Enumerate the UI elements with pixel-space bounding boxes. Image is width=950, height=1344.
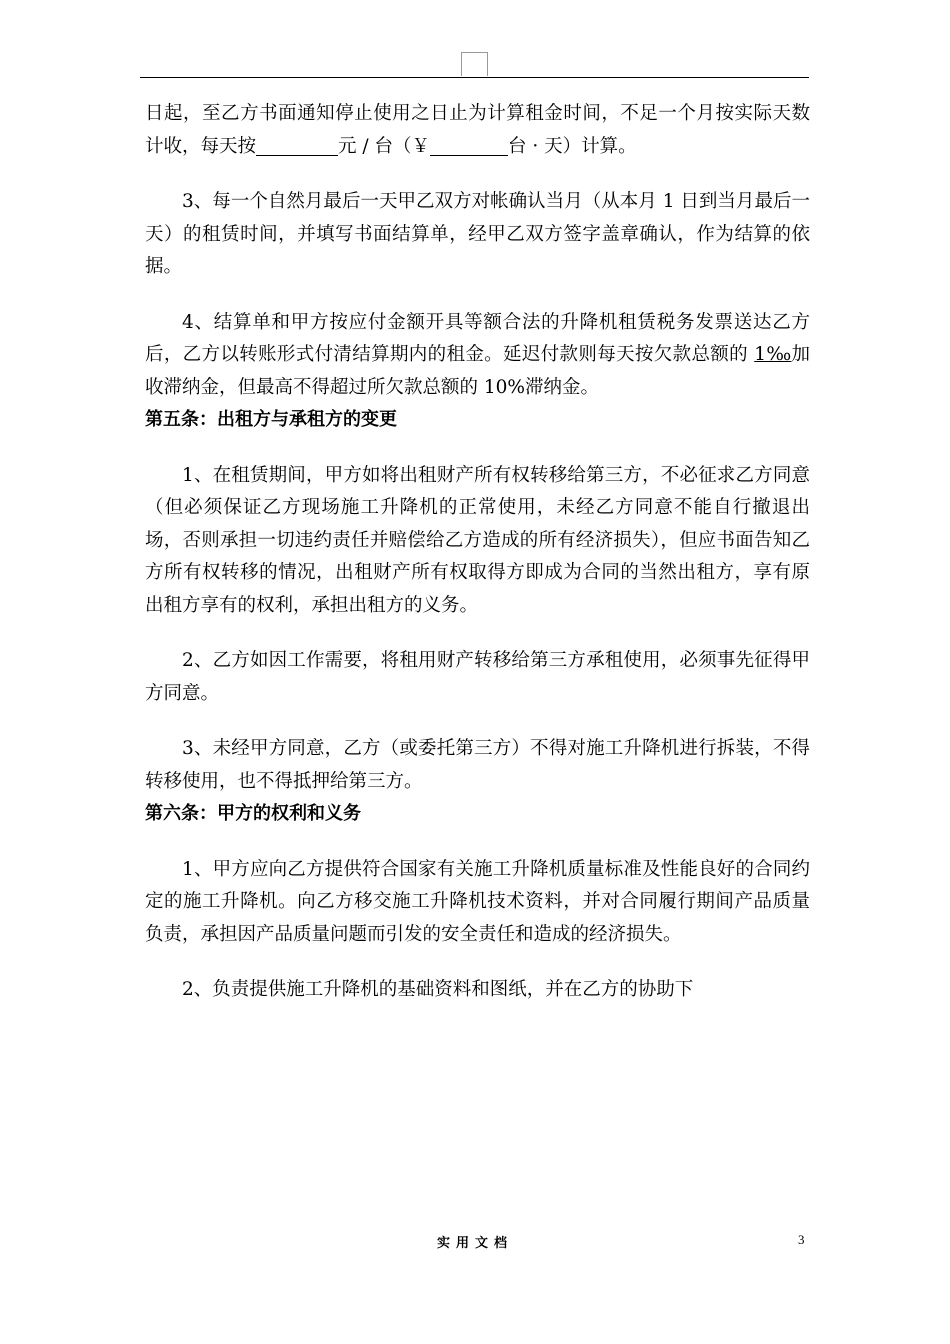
rent-calc-text-3: 台 · 天）计算。 <box>508 135 637 157</box>
rent-calc-text-2: 元 / 台（￥ <box>338 135 431 157</box>
clause5-item2: 2、乙方如因工作需要，将租用财产转移给第三方承租使用，必须事先征得甲方同意。 <box>145 650 810 704</box>
daily-rate-blank <box>256 135 338 156</box>
clause6-item1: 1、甲方应向乙方提供符合国家有关施工升降机质量标准及性能良好的合同约定的施工升降机。向乙方移交施工升降机技术资料，并对合同履行期间产品质量负责，承担因产品质量问题而引发的安全责任和造成的经济损失。 <box>145 858 810 945</box>
clause4-item4-text-2: 加收滞纳金，但最高不得超过所欠款总额的 10%滞纳金。 <box>145 344 810 398</box>
clause5-item1: 1、在租赁期间，甲方如将出租财产所有权转移给第三方，不必征求乙方同意（但必须保证乙方现场施工升降机的正常使用，未经乙方同意不能自行撤退出场，否则承担一切违约责任并赔偿给乙方造成的所有经济损失），但应书面告知乙方所有权转移的情况，出租财产所有权取得方即成为合同的当然出租方，享有原出租方享有的权利，承担出租方的义务。 <box>145 464 810 616</box>
header-rule <box>140 77 809 78</box>
page-number: 3 <box>798 1232 805 1247</box>
header-tab-box <box>461 52 488 76</box>
document-body <box>145 98 810 1007</box>
rent-calculation-paragraph <box>145 98 810 163</box>
rent-calc-text-1: 日起，至乙方书面通知停止使用之日止为计算租金时间，不足一个月按实际天数计收，每天按 <box>145 103 810 157</box>
footer-title: 实用文档 <box>436 1236 513 1251</box>
clause4-item4-text-1: 4、结算单和甲方按应付金额开具等额合法的升降机租赁税务发票送达乙方后，乙方以转账形式付清结算期内的租金。延迟付款则每天按欠款总额的 <box>145 311 810 365</box>
clause6-item2: 2、负责提供施工升降机的基础资料和图纸，并在乙方的协助下 <box>182 979 694 1000</box>
clause4-item4 <box>145 307 810 405</box>
price-blank <box>430 135 508 156</box>
late-fee-rate: 1‰ <box>754 344 792 365</box>
clause4-item3: 3、每一个自然月最后一天甲乙双方对帐确认当月（从本月 1 日到当月最后一天）的租赁时间，并填写书面结算单，经甲乙双方签字盖章确认，作为结算的依据。 <box>145 191 810 277</box>
clause5-heading: 第五条：出租方与承租方的变更 <box>145 409 397 430</box>
clause5-item3: 3、未经甲方同意，乙方（或委托第三方）不得对施工升降机进行拆装，不得转移使用，也不得抵押给第三方。 <box>145 738 810 792</box>
clause6-heading: 第六条：甲方的权利和义务 <box>145 803 361 824</box>
